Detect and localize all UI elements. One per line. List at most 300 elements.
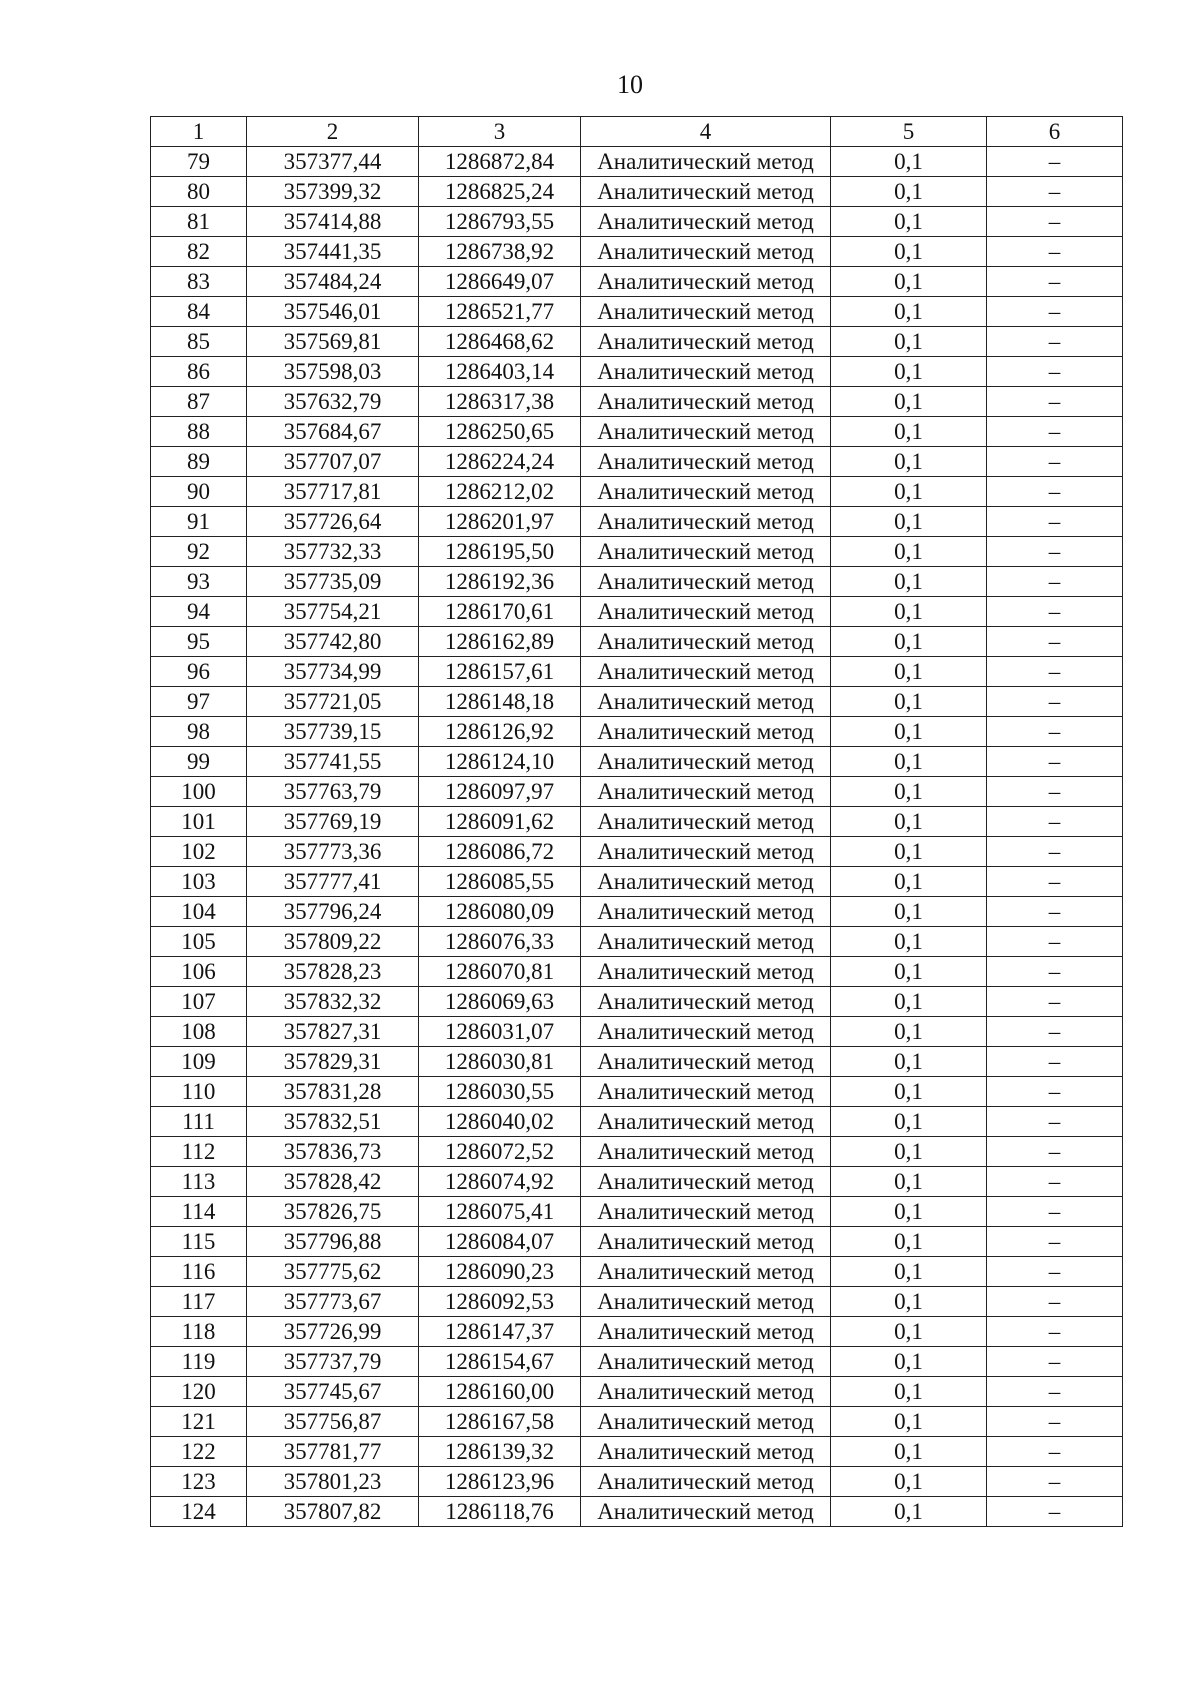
table-row bbox=[151, 1437, 1123, 1467]
accuracy-cell: 0,1 bbox=[831, 897, 987, 927]
table-row bbox=[151, 1287, 1123, 1317]
table-row bbox=[151, 1167, 1123, 1197]
accuracy-cell: 0,1 bbox=[831, 387, 987, 417]
note-cell: – bbox=[987, 1467, 1123, 1497]
note-cell: – bbox=[987, 567, 1123, 597]
point-number-cell: 114 bbox=[151, 1197, 247, 1227]
accuracy-cell: 0,1 bbox=[831, 207, 987, 237]
method-cell: Аналитический метод bbox=[581, 957, 831, 987]
method-cell: Аналитический метод bbox=[581, 657, 831, 687]
y-coordinate-cell: 1286195,50 bbox=[419, 537, 581, 567]
x-coordinate-cell: 357829,31 bbox=[247, 1047, 419, 1077]
table-row bbox=[151, 657, 1123, 687]
method-cell: Аналитический метод bbox=[581, 1107, 831, 1137]
note-cell: – bbox=[987, 1347, 1123, 1377]
y-coordinate-cell: 1286738,92 bbox=[419, 237, 581, 267]
table-row bbox=[151, 1347, 1123, 1377]
method-cell: Аналитический метод bbox=[581, 207, 831, 237]
y-coordinate-cell: 1286521,77 bbox=[419, 297, 581, 327]
point-number-cell: 123 bbox=[151, 1467, 247, 1497]
y-coordinate-cell: 1286139,32 bbox=[419, 1437, 581, 1467]
table-row bbox=[151, 447, 1123, 477]
accuracy-cell: 0,1 bbox=[831, 1077, 987, 1107]
method-cell: Аналитический метод bbox=[581, 1197, 831, 1227]
note-cell: – bbox=[987, 1407, 1123, 1437]
y-coordinate-cell: 1286126,92 bbox=[419, 717, 581, 747]
x-coordinate-cell: 357777,41 bbox=[247, 867, 419, 897]
x-coordinate-cell: 357569,81 bbox=[247, 327, 419, 357]
x-coordinate-cell: 357807,82 bbox=[247, 1497, 419, 1527]
point-number-cell: 110 bbox=[151, 1077, 247, 1107]
method-cell: Аналитический метод bbox=[581, 447, 831, 477]
method-cell: Аналитический метод bbox=[581, 837, 831, 867]
method-cell: Аналитический метод bbox=[581, 507, 831, 537]
table-row bbox=[151, 327, 1123, 357]
table-row bbox=[151, 987, 1123, 1017]
y-coordinate-cell: 1286154,67 bbox=[419, 1347, 581, 1377]
note-cell: – bbox=[987, 717, 1123, 747]
note-cell: – bbox=[987, 1497, 1123, 1527]
note-cell: – bbox=[987, 627, 1123, 657]
accuracy-cell: 0,1 bbox=[831, 1287, 987, 1317]
point-number-cell: 120 bbox=[151, 1377, 247, 1407]
table-row bbox=[151, 297, 1123, 327]
y-coordinate-cell: 1286031,07 bbox=[419, 1017, 581, 1047]
y-coordinate-cell: 1286072,52 bbox=[419, 1137, 581, 1167]
table-row bbox=[151, 927, 1123, 957]
accuracy-cell: 0,1 bbox=[831, 1227, 987, 1257]
accuracy-cell: 0,1 bbox=[831, 1167, 987, 1197]
y-coordinate-cell: 1286070,81 bbox=[419, 957, 581, 987]
x-coordinate-cell: 357721,05 bbox=[247, 687, 419, 717]
note-cell: – bbox=[987, 297, 1123, 327]
y-coordinate-cell: 1286147,37 bbox=[419, 1317, 581, 1347]
note-cell: – bbox=[987, 507, 1123, 537]
table-row bbox=[151, 597, 1123, 627]
method-cell: Аналитический метод bbox=[581, 1407, 831, 1437]
note-cell: – bbox=[987, 1047, 1123, 1077]
method-cell: Аналитический метод bbox=[581, 1497, 831, 1527]
note-cell: – bbox=[987, 327, 1123, 357]
y-coordinate-cell: 1286086,72 bbox=[419, 837, 581, 867]
table-row bbox=[151, 1107, 1123, 1137]
x-coordinate-cell: 357737,79 bbox=[247, 1347, 419, 1377]
method-cell: Аналитический метод bbox=[581, 267, 831, 297]
table-row bbox=[151, 807, 1123, 837]
note-cell: – bbox=[987, 1017, 1123, 1047]
point-number-cell: 106 bbox=[151, 957, 247, 987]
x-coordinate-cell: 357707,07 bbox=[247, 447, 419, 477]
y-coordinate-cell: 1286157,61 bbox=[419, 657, 581, 687]
point-number-cell: 109 bbox=[151, 1047, 247, 1077]
table-row bbox=[151, 1257, 1123, 1287]
table-row bbox=[151, 1077, 1123, 1107]
accuracy-cell: 0,1 bbox=[831, 777, 987, 807]
method-cell: Аналитический метод bbox=[581, 297, 831, 327]
x-coordinate-cell: 357836,73 bbox=[247, 1137, 419, 1167]
point-number-cell: 104 bbox=[151, 897, 247, 927]
method-cell: Аналитический метод bbox=[581, 597, 831, 627]
table-row bbox=[151, 507, 1123, 537]
method-cell: Аналитический метод bbox=[581, 1467, 831, 1497]
point-number-cell: 87 bbox=[151, 387, 247, 417]
accuracy-cell: 0,1 bbox=[831, 867, 987, 897]
method-cell: Аналитический метод bbox=[581, 687, 831, 717]
coordinates-table bbox=[150, 116, 1123, 1527]
table-row bbox=[151, 567, 1123, 597]
note-cell: – bbox=[987, 687, 1123, 717]
table-row bbox=[151, 1197, 1123, 1227]
point-number-cell: 82 bbox=[151, 237, 247, 267]
accuracy-cell: 0,1 bbox=[831, 1257, 987, 1287]
accuracy-cell: 0,1 bbox=[831, 267, 987, 297]
table-row bbox=[151, 1137, 1123, 1167]
method-cell: Аналитический метод bbox=[581, 987, 831, 1017]
method-cell: Аналитический метод bbox=[581, 1317, 831, 1347]
note-cell: – bbox=[987, 837, 1123, 867]
y-coordinate-cell: 1286092,53 bbox=[419, 1287, 581, 1317]
point-number-cell: 98 bbox=[151, 717, 247, 747]
table-row bbox=[151, 1497, 1123, 1527]
y-coordinate-cell: 1286167,58 bbox=[419, 1407, 581, 1437]
method-cell: Аналитический метод bbox=[581, 1257, 831, 1287]
point-number-cell: 88 bbox=[151, 417, 247, 447]
point-number-cell: 103 bbox=[151, 867, 247, 897]
y-coordinate-cell: 1286076,33 bbox=[419, 927, 581, 957]
note-cell: – bbox=[987, 987, 1123, 1017]
point-number-cell: 121 bbox=[151, 1407, 247, 1437]
accuracy-cell: 0,1 bbox=[831, 567, 987, 597]
y-coordinate-cell: 1286124,10 bbox=[419, 747, 581, 777]
table-row bbox=[151, 897, 1123, 927]
accuracy-cell: 0,1 bbox=[831, 1437, 987, 1467]
y-coordinate-cell: 1286872,84 bbox=[419, 147, 581, 177]
y-coordinate-cell: 1286118,76 bbox=[419, 1497, 581, 1527]
accuracy-cell: 0,1 bbox=[831, 1377, 987, 1407]
accuracy-cell: 0,1 bbox=[831, 1347, 987, 1377]
table-row bbox=[151, 1227, 1123, 1257]
method-cell: Аналитический метод bbox=[581, 717, 831, 747]
y-coordinate-cell: 1286170,61 bbox=[419, 597, 581, 627]
x-coordinate-cell: 357632,79 bbox=[247, 387, 419, 417]
method-cell: Аналитический метод bbox=[581, 897, 831, 927]
accuracy-cell: 0,1 bbox=[831, 657, 987, 687]
table-row bbox=[151, 237, 1123, 267]
table-row bbox=[151, 837, 1123, 867]
point-number-cell: 92 bbox=[151, 537, 247, 567]
y-coordinate-cell: 1286201,97 bbox=[419, 507, 581, 537]
method-cell: Аналитический метод bbox=[581, 177, 831, 207]
y-coordinate-cell: 1286317,38 bbox=[419, 387, 581, 417]
method-cell: Аналитический метод bbox=[581, 1227, 831, 1257]
column-header: 5 bbox=[831, 117, 987, 147]
y-coordinate-cell: 1286468,62 bbox=[419, 327, 581, 357]
method-cell: Аналитический метод bbox=[581, 747, 831, 777]
point-number-cell: 118 bbox=[151, 1317, 247, 1347]
method-cell: Аналитический метод bbox=[581, 1347, 831, 1377]
x-coordinate-cell: 357726,64 bbox=[247, 507, 419, 537]
note-cell: – bbox=[987, 1317, 1123, 1347]
note-cell: – bbox=[987, 477, 1123, 507]
x-coordinate-cell: 357739,15 bbox=[247, 717, 419, 747]
table-row bbox=[151, 357, 1123, 387]
method-cell: Аналитический метод bbox=[581, 1077, 831, 1107]
accuracy-cell: 0,1 bbox=[831, 447, 987, 477]
x-coordinate-cell: 357773,36 bbox=[247, 837, 419, 867]
note-cell: – bbox=[987, 897, 1123, 927]
method-cell: Аналитический метод bbox=[581, 1287, 831, 1317]
point-number-cell: 111 bbox=[151, 1107, 247, 1137]
x-coordinate-cell: 357756,87 bbox=[247, 1407, 419, 1437]
x-coordinate-cell: 357832,32 bbox=[247, 987, 419, 1017]
method-cell: Аналитический метод bbox=[581, 1137, 831, 1167]
y-coordinate-cell: 1286224,24 bbox=[419, 447, 581, 477]
y-coordinate-cell: 1286084,07 bbox=[419, 1227, 581, 1257]
note-cell: – bbox=[987, 1137, 1123, 1167]
table-row bbox=[151, 537, 1123, 567]
accuracy-cell: 0,1 bbox=[831, 957, 987, 987]
method-cell: Аналитический метод bbox=[581, 777, 831, 807]
method-cell: Аналитический метод bbox=[581, 477, 831, 507]
point-number-cell: 84 bbox=[151, 297, 247, 327]
point-number-cell: 95 bbox=[151, 627, 247, 657]
accuracy-cell: 0,1 bbox=[831, 1407, 987, 1437]
x-coordinate-cell: 357796,24 bbox=[247, 897, 419, 927]
y-coordinate-cell: 1286085,55 bbox=[419, 867, 581, 897]
note-cell: – bbox=[987, 867, 1123, 897]
note-cell: – bbox=[987, 387, 1123, 417]
note-cell: – bbox=[987, 597, 1123, 627]
y-coordinate-cell: 1286080,09 bbox=[419, 897, 581, 927]
method-cell: Аналитический метод bbox=[581, 357, 831, 387]
column-header: 4 bbox=[581, 117, 831, 147]
point-number-cell: 79 bbox=[151, 147, 247, 177]
accuracy-cell: 0,1 bbox=[831, 687, 987, 717]
table-row bbox=[151, 147, 1123, 177]
method-cell: Аналитический метод bbox=[581, 327, 831, 357]
point-number-cell: 97 bbox=[151, 687, 247, 717]
accuracy-cell: 0,1 bbox=[831, 237, 987, 267]
method-cell: Аналитический метод bbox=[581, 537, 831, 567]
y-coordinate-cell: 1286825,24 bbox=[419, 177, 581, 207]
point-number-cell: 108 bbox=[151, 1017, 247, 1047]
point-number-cell: 93 bbox=[151, 567, 247, 597]
accuracy-cell: 0,1 bbox=[831, 1137, 987, 1167]
page-number: 10 bbox=[617, 70, 643, 99]
point-number-cell: 85 bbox=[151, 327, 247, 357]
point-number-cell: 101 bbox=[151, 807, 247, 837]
x-coordinate-cell: 357828,23 bbox=[247, 957, 419, 987]
note-cell: – bbox=[987, 447, 1123, 477]
note-cell: – bbox=[987, 207, 1123, 237]
accuracy-cell: 0,1 bbox=[831, 297, 987, 327]
accuracy-cell: 0,1 bbox=[831, 507, 987, 537]
table-body bbox=[151, 147, 1123, 1527]
point-number-cell: 119 bbox=[151, 1347, 247, 1377]
accuracy-cell: 0,1 bbox=[831, 357, 987, 387]
note-cell: – bbox=[987, 1287, 1123, 1317]
point-number-cell: 96 bbox=[151, 657, 247, 687]
x-coordinate-cell: 357484,24 bbox=[247, 267, 419, 297]
note-cell: – bbox=[987, 267, 1123, 297]
y-coordinate-cell: 1286160,00 bbox=[419, 1377, 581, 1407]
method-cell: Аналитический метод bbox=[581, 627, 831, 657]
x-coordinate-cell: 357717,81 bbox=[247, 477, 419, 507]
accuracy-cell: 0,1 bbox=[831, 837, 987, 867]
y-coordinate-cell: 1286075,41 bbox=[419, 1197, 581, 1227]
point-number-cell: 124 bbox=[151, 1497, 247, 1527]
table-header-row bbox=[151, 117, 1123, 147]
point-number-cell: 117 bbox=[151, 1287, 247, 1317]
method-cell: Аналитический метод bbox=[581, 567, 831, 597]
x-coordinate-cell: 357832,51 bbox=[247, 1107, 419, 1137]
x-coordinate-cell: 357754,21 bbox=[247, 597, 419, 627]
method-cell: Аналитический метод bbox=[581, 1167, 831, 1197]
table-row bbox=[151, 267, 1123, 297]
x-coordinate-cell: 357763,79 bbox=[247, 777, 419, 807]
table-row bbox=[151, 1407, 1123, 1437]
note-cell: – bbox=[987, 1377, 1123, 1407]
table-row bbox=[151, 627, 1123, 657]
point-number-cell: 112 bbox=[151, 1137, 247, 1167]
point-number-cell: 94 bbox=[151, 597, 247, 627]
table-row bbox=[151, 717, 1123, 747]
method-cell: Аналитический метод bbox=[581, 147, 831, 177]
y-coordinate-cell: 1286212,02 bbox=[419, 477, 581, 507]
accuracy-cell: 0,1 bbox=[831, 627, 987, 657]
table-row bbox=[151, 957, 1123, 987]
accuracy-cell: 0,1 bbox=[831, 177, 987, 207]
x-coordinate-cell: 357441,35 bbox=[247, 237, 419, 267]
point-number-cell: 86 bbox=[151, 357, 247, 387]
x-coordinate-cell: 357735,09 bbox=[247, 567, 419, 597]
table-row bbox=[151, 1047, 1123, 1077]
y-coordinate-cell: 1286403,14 bbox=[419, 357, 581, 387]
method-cell: Аналитический метод bbox=[581, 867, 831, 897]
accuracy-cell: 0,1 bbox=[831, 477, 987, 507]
note-cell: – bbox=[987, 657, 1123, 687]
accuracy-cell: 0,1 bbox=[831, 1497, 987, 1527]
x-coordinate-cell: 357732,33 bbox=[247, 537, 419, 567]
x-coordinate-cell: 357801,23 bbox=[247, 1467, 419, 1497]
accuracy-cell: 0,1 bbox=[831, 147, 987, 177]
y-coordinate-cell: 1286162,89 bbox=[419, 627, 581, 657]
note-cell: – bbox=[987, 957, 1123, 987]
y-coordinate-cell: 1286030,55 bbox=[419, 1077, 581, 1107]
x-coordinate-cell: 357684,67 bbox=[247, 417, 419, 447]
accuracy-cell: 0,1 bbox=[831, 1467, 987, 1497]
y-coordinate-cell: 1286793,55 bbox=[419, 207, 581, 237]
note-cell: – bbox=[987, 1077, 1123, 1107]
accuracy-cell: 0,1 bbox=[831, 747, 987, 777]
x-coordinate-cell: 357826,75 bbox=[247, 1197, 419, 1227]
x-coordinate-cell: 357809,22 bbox=[247, 927, 419, 957]
table-row bbox=[151, 1377, 1123, 1407]
table-row bbox=[151, 417, 1123, 447]
x-coordinate-cell: 357546,01 bbox=[247, 297, 419, 327]
table-row bbox=[151, 777, 1123, 807]
table-row bbox=[151, 1467, 1123, 1497]
table-row bbox=[151, 687, 1123, 717]
y-coordinate-cell: 1286250,65 bbox=[419, 417, 581, 447]
table-row bbox=[151, 387, 1123, 417]
note-cell: – bbox=[987, 1227, 1123, 1257]
point-number-cell: 113 bbox=[151, 1167, 247, 1197]
table-row bbox=[151, 207, 1123, 237]
y-coordinate-cell: 1286091,62 bbox=[419, 807, 581, 837]
column-header: 3 bbox=[419, 117, 581, 147]
x-coordinate-cell: 357734,99 bbox=[247, 657, 419, 687]
column-header: 1 bbox=[151, 117, 247, 147]
table-row bbox=[151, 1017, 1123, 1047]
x-coordinate-cell: 357726,99 bbox=[247, 1317, 419, 1347]
method-cell: Аналитический метод bbox=[581, 927, 831, 957]
y-coordinate-cell: 1286090,23 bbox=[419, 1257, 581, 1287]
x-coordinate-cell: 357598,03 bbox=[247, 357, 419, 387]
column-header: 2 bbox=[247, 117, 419, 147]
accuracy-cell: 0,1 bbox=[831, 1047, 987, 1077]
x-coordinate-cell: 357745,67 bbox=[247, 1377, 419, 1407]
point-number-cell: 105 bbox=[151, 927, 247, 957]
x-coordinate-cell: 357781,77 bbox=[247, 1437, 419, 1467]
note-cell: – bbox=[987, 357, 1123, 387]
x-coordinate-cell: 357773,67 bbox=[247, 1287, 419, 1317]
column-header: 6 bbox=[987, 117, 1123, 147]
y-coordinate-cell: 1286649,07 bbox=[419, 267, 581, 297]
accuracy-cell: 0,1 bbox=[831, 1017, 987, 1047]
table-row bbox=[151, 477, 1123, 507]
note-cell: – bbox=[987, 237, 1123, 267]
note-cell: – bbox=[987, 807, 1123, 837]
note-cell: – bbox=[987, 147, 1123, 177]
y-coordinate-cell: 1286097,97 bbox=[419, 777, 581, 807]
y-coordinate-cell: 1286148,18 bbox=[419, 687, 581, 717]
accuracy-cell: 0,1 bbox=[831, 1317, 987, 1347]
note-cell: – bbox=[987, 1437, 1123, 1467]
method-cell: Аналитический метод bbox=[581, 1047, 831, 1077]
point-number-cell: 89 bbox=[151, 447, 247, 477]
point-number-cell: 80 bbox=[151, 177, 247, 207]
accuracy-cell: 0,1 bbox=[831, 597, 987, 627]
table-row bbox=[151, 1317, 1123, 1347]
accuracy-cell: 0,1 bbox=[831, 417, 987, 447]
y-coordinate-cell: 1286030,81 bbox=[419, 1047, 581, 1077]
x-coordinate-cell: 357827,31 bbox=[247, 1017, 419, 1047]
accuracy-cell: 0,1 bbox=[831, 1107, 987, 1137]
table-row bbox=[151, 747, 1123, 777]
accuracy-cell: 0,1 bbox=[831, 327, 987, 357]
point-number-cell: 100 bbox=[151, 777, 247, 807]
method-cell: Аналитический метод bbox=[581, 1377, 831, 1407]
method-cell: Аналитический метод bbox=[581, 807, 831, 837]
accuracy-cell: 0,1 bbox=[831, 717, 987, 747]
method-cell: Аналитический метод bbox=[581, 387, 831, 417]
point-number-cell: 91 bbox=[151, 507, 247, 537]
x-coordinate-cell: 357769,19 bbox=[247, 807, 419, 837]
table-row bbox=[151, 177, 1123, 207]
method-cell: Аналитический метод bbox=[581, 237, 831, 267]
x-coordinate-cell: 357775,62 bbox=[247, 1257, 419, 1287]
y-coordinate-cell: 1286192,36 bbox=[419, 567, 581, 597]
x-coordinate-cell: 357742,80 bbox=[247, 627, 419, 657]
point-number-cell: 99 bbox=[151, 747, 247, 777]
note-cell: – bbox=[987, 1167, 1123, 1197]
note-cell: – bbox=[987, 1257, 1123, 1287]
point-number-cell: 83 bbox=[151, 267, 247, 297]
x-coordinate-cell: 357831,28 bbox=[247, 1077, 419, 1107]
x-coordinate-cell: 357414,88 bbox=[247, 207, 419, 237]
x-coordinate-cell: 357741,55 bbox=[247, 747, 419, 777]
